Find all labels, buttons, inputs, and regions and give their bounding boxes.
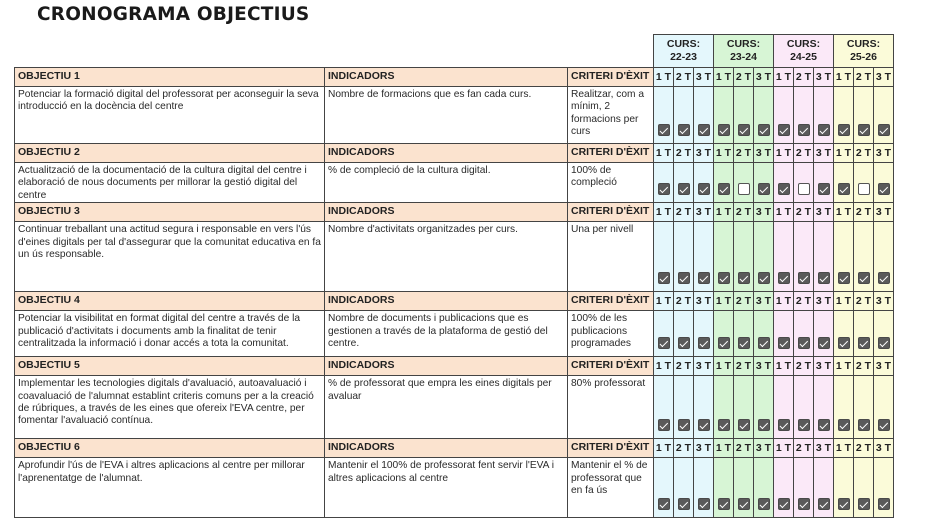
checkbox-cell <box>814 87 834 144</box>
quarter-header: 1 T <box>654 203 674 222</box>
quarter-header: 1 T <box>654 144 674 163</box>
checkbox-checked[interactable] <box>878 124 890 136</box>
checkbox-checked[interactable] <box>878 498 890 510</box>
checkbox-cell <box>674 376 694 439</box>
quarter-header: 2 T <box>794 292 814 311</box>
checkbox-cell <box>834 311 854 357</box>
quarter-header: 1 T <box>774 439 794 458</box>
indicators-header: INDICADORS <box>325 144 568 163</box>
quarter-header: 3 T <box>874 439 894 458</box>
quarter-header: 2 T <box>674 439 694 458</box>
objective-indicator: Mantenir el 100% de professorat fent servir l'EVA i altres aplicacions al centre <box>325 458 568 518</box>
quarter-header: 3 T <box>754 357 774 376</box>
checkbox-cell <box>714 222 734 292</box>
checkbox-checked[interactable] <box>758 498 770 510</box>
checkbox-cell <box>674 458 694 518</box>
checkbox-checked[interactable] <box>878 419 890 431</box>
checkbox-checked[interactable] <box>838 124 850 136</box>
checkbox-cell <box>734 376 754 439</box>
quarter-header: 3 T <box>754 68 774 87</box>
quarter-header: 3 T <box>814 439 834 458</box>
checkbox-cell <box>814 222 834 292</box>
quarter-header: 1 T <box>834 144 854 163</box>
objective-label: OBJECTIU 1 <box>15 68 325 87</box>
checkbox-checked[interactable] <box>798 272 810 284</box>
course-header <box>654 35 714 68</box>
quarter-header: 2 T <box>734 357 754 376</box>
indicators-header: INDICADORS <box>325 357 568 376</box>
quarter-header: 3 T <box>874 357 894 376</box>
indicators-header: INDICADORS <box>325 203 568 222</box>
checkbox-checked[interactable] <box>718 337 730 349</box>
checkbox-checked[interactable] <box>718 498 730 510</box>
quarter-header: 2 T <box>854 439 874 458</box>
objective-label: OBJECTIU 5 <box>15 357 325 376</box>
checkbox-cell <box>734 163 754 203</box>
objective-row <box>15 87 894 144</box>
checkbox-cell <box>794 163 814 203</box>
checkbox-cell <box>714 376 734 439</box>
checkbox-checked[interactable] <box>658 272 670 284</box>
objective-criterion: 100% de les publicacions programades <box>568 311 654 357</box>
checkbox-checked[interactable] <box>758 337 770 349</box>
checkbox-checked[interactable] <box>698 183 710 195</box>
objective-row <box>15 163 894 203</box>
objective-criterion: Mantenir el % de professorat que en fa ús <box>568 458 654 518</box>
checkbox-cell <box>814 163 834 203</box>
course-label: CURS: <box>846 38 881 50</box>
objective-description: Implementar les tecnologies digitals d'avaluació, autoavaluació i coavaluació de l'alumnat establint criteris comuns per a la creació de rúbriques, a través de les eines que ofereix l'EVA centre, per fomentar l'avaluació contínua. <box>15 376 325 439</box>
checkbox-checked[interactable] <box>878 337 890 349</box>
checkbox-cell <box>734 311 754 357</box>
checkbox-checked[interactable] <box>678 124 690 136</box>
checkbox-checked[interactable] <box>838 272 850 284</box>
quarter-header: 3 T <box>694 357 714 376</box>
checkbox-cell <box>774 87 794 144</box>
checkbox-cell <box>754 376 774 439</box>
checkbox-checked[interactable] <box>858 337 870 349</box>
checkbox-cell <box>694 311 714 357</box>
objective-criterion: Realitzar, com a mínim, 2 formacions per curs <box>568 87 654 144</box>
checkbox-cell <box>654 458 674 518</box>
quarter-header: 2 T <box>854 144 874 163</box>
checkbox-checked[interactable] <box>678 337 690 349</box>
course-label: CURS: <box>666 38 701 50</box>
checkbox-checked[interactable] <box>698 272 710 284</box>
checkbox-cell <box>854 163 874 203</box>
checkbox-cell <box>654 222 674 292</box>
checkbox-cell <box>714 311 734 357</box>
objective-description: Aprofundir l'ús de l'EVA i altres aplicacions al centre per millorar l'aprenentatge de l'alumnat. <box>15 458 325 518</box>
checkbox-checked[interactable] <box>778 272 790 284</box>
checkbox-cell <box>774 458 794 518</box>
quarter-header: 1 T <box>834 439 854 458</box>
checkbox-checked[interactable] <box>658 124 670 136</box>
quarter-header: 3 T <box>874 144 894 163</box>
quarter-header: 1 T <box>654 357 674 376</box>
checkbox-cell <box>754 222 774 292</box>
checkbox-checked[interactable] <box>818 124 830 136</box>
quarter-header: 1 T <box>714 203 734 222</box>
quarter-header: 3 T <box>694 292 714 311</box>
checkbox-cell <box>654 311 674 357</box>
checkbox-cell <box>794 87 814 144</box>
objective-label: OBJECTIU 6 <box>15 439 325 458</box>
quarter-header: 2 T <box>854 292 874 311</box>
checkbox-checked[interactable] <box>858 124 870 136</box>
quarter-header: 1 T <box>774 357 794 376</box>
quarter-header: 2 T <box>674 68 694 87</box>
checkbox-checked[interactable] <box>798 498 810 510</box>
quarter-header: 2 T <box>734 68 754 87</box>
quarter-header: 1 T <box>774 292 794 311</box>
quarter-header: 3 T <box>814 68 834 87</box>
table-corner-blank <box>15 35 654 68</box>
checkbox-cell <box>714 458 734 518</box>
checkbox-checked[interactable] <box>778 183 790 195</box>
objective-row <box>15 311 894 357</box>
checkbox-cell <box>794 458 814 518</box>
checkbox-cell <box>874 163 894 203</box>
checkbox-cell <box>754 311 774 357</box>
checkbox-checked[interactable] <box>858 498 870 510</box>
checkbox-checked[interactable] <box>798 419 810 431</box>
indicators-header: INDICADORS <box>325 292 568 311</box>
objective-indicator: Nombre de documents i publicacions que es gestionen a través de la plataforma de gestió del centre. <box>325 311 568 357</box>
checkbox-cell <box>794 222 814 292</box>
objective-description: Potenciar la formació digital del professorat per aconseguir la seva introducció en la docència del centre <box>15 87 325 144</box>
quarter-header: 1 T <box>654 439 674 458</box>
checkbox-checked[interactable] <box>838 337 850 349</box>
checkbox-cell <box>694 222 714 292</box>
quarter-header: 3 T <box>814 203 834 222</box>
quarter-header: 1 T <box>834 292 854 311</box>
quarter-header: 3 T <box>694 439 714 458</box>
quarter-header: 1 T <box>834 68 854 87</box>
objective-description: Continuar treballant una actitud segura i responsable en vers l'ús d'eines digitals per tal d'assegurar que la comunitat educativa en fa un ús responsable. <box>15 222 325 292</box>
checkbox-unchecked[interactable] <box>738 183 750 195</box>
checkbox-checked[interactable] <box>818 183 830 195</box>
checkbox-cell <box>834 87 854 144</box>
quarter-header: 1 T <box>714 292 734 311</box>
checkbox-cell <box>754 163 774 203</box>
quarter-header: 3 T <box>754 203 774 222</box>
objective-label: OBJECTIU 2 <box>15 144 325 163</box>
quarter-header: 2 T <box>794 203 814 222</box>
course-header <box>834 35 894 68</box>
checkbox-checked[interactable] <box>758 272 770 284</box>
quarter-header: 3 T <box>754 144 774 163</box>
quarter-header: 3 T <box>694 68 714 87</box>
checkbox-cell <box>654 376 674 439</box>
quarter-header: 2 T <box>674 357 694 376</box>
quarter-header: 3 T <box>874 203 894 222</box>
checkbox-cell <box>814 376 834 439</box>
checkbox-cell <box>694 458 714 518</box>
checkbox-cell <box>834 376 854 439</box>
quarter-header: 1 T <box>714 439 734 458</box>
quarter-header: 3 T <box>814 357 834 376</box>
indicators-header: INDICADORS <box>325 68 568 87</box>
checkbox-checked[interactable] <box>818 498 830 510</box>
checkbox-checked[interactable] <box>878 272 890 284</box>
objective-row <box>15 376 894 439</box>
quarter-header: 3 T <box>874 68 894 87</box>
checkbox-cell <box>794 311 814 357</box>
criterion-header: CRITERI D'ÈXIT <box>568 144 654 163</box>
checkbox-cell <box>674 311 694 357</box>
checkbox-checked[interactable] <box>738 124 750 136</box>
checkbox-cell <box>874 222 894 292</box>
checkbox-cell <box>854 222 874 292</box>
checkbox-cell <box>654 87 674 144</box>
checkbox-checked[interactable] <box>678 419 690 431</box>
checkbox-checked[interactable] <box>778 124 790 136</box>
checkbox-checked[interactable] <box>838 419 850 431</box>
quarter-header: 1 T <box>834 357 854 376</box>
checkbox-cell <box>674 163 694 203</box>
quarter-header: 3 T <box>694 144 714 163</box>
checkbox-checked[interactable] <box>778 419 790 431</box>
checkbox-checked[interactable] <box>678 498 690 510</box>
checkbox-checked[interactable] <box>678 272 690 284</box>
checkbox-cell <box>714 87 734 144</box>
checkbox-checked[interactable] <box>738 272 750 284</box>
quarter-header: 2 T <box>674 203 694 222</box>
checkbox-checked[interactable] <box>758 419 770 431</box>
checkbox-cell <box>774 376 794 439</box>
quarter-header: 3 T <box>874 292 894 311</box>
checkbox-cell <box>854 458 874 518</box>
quarter-header: 1 T <box>714 357 734 376</box>
checkbox-checked[interactable] <box>838 183 850 195</box>
checkbox-checked[interactable] <box>778 337 790 349</box>
checkbox-cell <box>794 376 814 439</box>
checkbox-checked[interactable] <box>718 124 730 136</box>
quarter-header: 2 T <box>854 357 874 376</box>
criterion-header: CRITERI D'ÈXIT <box>568 203 654 222</box>
objective-indicator: Nombre de formacions que es fan cada curs. <box>325 87 568 144</box>
checkbox-checked[interactable] <box>718 272 730 284</box>
quarter-header: 3 T <box>754 439 774 458</box>
page-title: CRONOGRAMA OBJECTIUS <box>37 4 310 25</box>
objective-indicator: % de compleció de la cultura digital. <box>325 163 568 203</box>
criterion-header: CRITERI D'ÈXIT <box>568 439 654 458</box>
objective-row <box>15 458 894 518</box>
checkbox-cell <box>774 163 794 203</box>
criterion-header: CRITERI D'ÈXIT <box>568 292 654 311</box>
checkbox-cell <box>834 222 854 292</box>
quarter-header: 1 T <box>774 144 794 163</box>
quarter-header: 3 T <box>814 292 834 311</box>
checkbox-cell <box>834 163 854 203</box>
objective-criterion: 100% de compleció <box>568 163 654 203</box>
objective-indicator: % de professorat que empra les eines digitals per avaluar <box>325 376 568 439</box>
quarter-header: 2 T <box>854 203 874 222</box>
checkbox-cell <box>694 376 714 439</box>
checkbox-cell <box>734 222 754 292</box>
quarter-header: 2 T <box>734 144 754 163</box>
checkbox-checked[interactable] <box>658 419 670 431</box>
quarter-header: 3 T <box>814 144 834 163</box>
checkbox-cell <box>694 163 714 203</box>
quarter-header: 2 T <box>794 357 814 376</box>
checkbox-cell <box>834 458 854 518</box>
checkbox-checked[interactable] <box>838 498 850 510</box>
checkbox-cell <box>734 87 754 144</box>
course-label: CURS: <box>786 38 821 50</box>
quarter-header: 2 T <box>794 68 814 87</box>
checkbox-cell <box>854 87 874 144</box>
checkbox-cell <box>774 222 794 292</box>
quarter-header: 2 T <box>794 439 814 458</box>
checkbox-checked[interactable] <box>818 272 830 284</box>
checkbox-cell <box>854 376 874 439</box>
course-header <box>774 35 834 68</box>
objective-row <box>15 222 894 292</box>
quarter-header: 1 T <box>654 292 674 311</box>
checkbox-cell <box>814 458 834 518</box>
quarter-header: 2 T <box>734 203 754 222</box>
quarter-header: 3 T <box>754 292 774 311</box>
quarter-header: 2 T <box>674 292 694 311</box>
checkbox-cell <box>674 222 694 292</box>
quarter-header: 1 T <box>774 68 794 87</box>
checkbox-checked[interactable] <box>858 419 870 431</box>
objective-description: Potenciar la visibilitat en format digital del centre a través de la publicació d'activitats i documents amb la finalitat de tenir centralitzada la informació i donar accés a tota la comunitat. <box>15 311 325 357</box>
indicators-header: INDICADORS <box>325 439 568 458</box>
checkbox-cell <box>754 458 774 518</box>
checkbox-checked[interactable] <box>738 419 750 431</box>
quarter-header: 2 T <box>854 68 874 87</box>
criterion-header: CRITERI D'ÈXIT <box>568 68 654 87</box>
quarter-header: 2 T <box>794 144 814 163</box>
checkbox-unchecked[interactable] <box>858 183 870 195</box>
checkbox-cell <box>874 311 894 357</box>
checkbox-checked[interactable] <box>738 498 750 510</box>
quarter-header: 1 T <box>774 203 794 222</box>
checkbox-cell <box>814 311 834 357</box>
checkbox-checked[interactable] <box>698 337 710 349</box>
quarter-header: 1 T <box>654 68 674 87</box>
course-year: 24-25 <box>790 51 817 63</box>
checkbox-cell <box>654 163 674 203</box>
checkbox-cell <box>734 458 754 518</box>
checkbox-checked[interactable] <box>658 337 670 349</box>
checkbox-checked[interactable] <box>658 498 670 510</box>
quarter-header: 2 T <box>734 292 754 311</box>
quarter-header: 1 T <box>834 203 854 222</box>
course-year: 23-24 <box>730 51 757 63</box>
checkbox-checked[interactable] <box>758 183 770 195</box>
quarter-header: 2 T <box>674 144 694 163</box>
checkbox-cell <box>874 376 894 439</box>
objective-description: Actualització de la documentació de la cultura digital del centre i elaboració de nous documents per millorar la gestió digital del centre <box>15 163 325 203</box>
checkbox-checked[interactable] <box>778 498 790 510</box>
quarter-header: 3 T <box>694 203 714 222</box>
checkbox-checked[interactable] <box>698 498 710 510</box>
checkbox-checked[interactable] <box>878 183 890 195</box>
checkbox-checked[interactable] <box>698 124 710 136</box>
checkbox-cell <box>694 87 714 144</box>
checkbox-cell <box>774 311 794 357</box>
criterion-header: CRITERI D'ÈXIT <box>568 357 654 376</box>
checkbox-unchecked[interactable] <box>798 183 810 195</box>
checkbox-checked[interactable] <box>718 419 730 431</box>
course-header <box>714 35 774 68</box>
schedule-table <box>14 34 894 518</box>
quarter-header: 1 T <box>714 144 734 163</box>
checkbox-cell <box>714 163 734 203</box>
objective-criterion: Una per nivell <box>568 222 654 292</box>
checkbox-cell <box>874 87 894 144</box>
checkbox-cell <box>754 87 774 144</box>
checkbox-checked[interactable] <box>858 272 870 284</box>
checkbox-cell <box>874 458 894 518</box>
objective-criterion: 80% professorat <box>568 376 654 439</box>
checkbox-checked[interactable] <box>678 183 690 195</box>
quarter-header: 2 T <box>734 439 754 458</box>
checkbox-checked[interactable] <box>798 124 810 136</box>
quarter-header: 1 T <box>714 68 734 87</box>
checkbox-checked[interactable] <box>758 124 770 136</box>
objective-indicator: Nombre d'activitats organitzades per curs. <box>325 222 568 292</box>
checkbox-checked[interactable] <box>818 419 830 431</box>
objective-label: OBJECTIU 4 <box>15 292 325 311</box>
checkbox-checked[interactable] <box>658 183 670 195</box>
course-year: 25-26 <box>850 51 877 63</box>
course-year: 22-23 <box>670 51 697 63</box>
checkbox-cell <box>674 87 694 144</box>
course-label: CURS: <box>726 38 761 50</box>
checkbox-checked[interactable] <box>738 337 750 349</box>
checkbox-checked[interactable] <box>698 419 710 431</box>
checkbox-cell <box>854 311 874 357</box>
objective-label: OBJECTIU 3 <box>15 203 325 222</box>
checkbox-checked[interactable] <box>798 337 810 349</box>
checkbox-checked[interactable] <box>718 183 730 195</box>
checkbox-checked[interactable] <box>818 337 830 349</box>
